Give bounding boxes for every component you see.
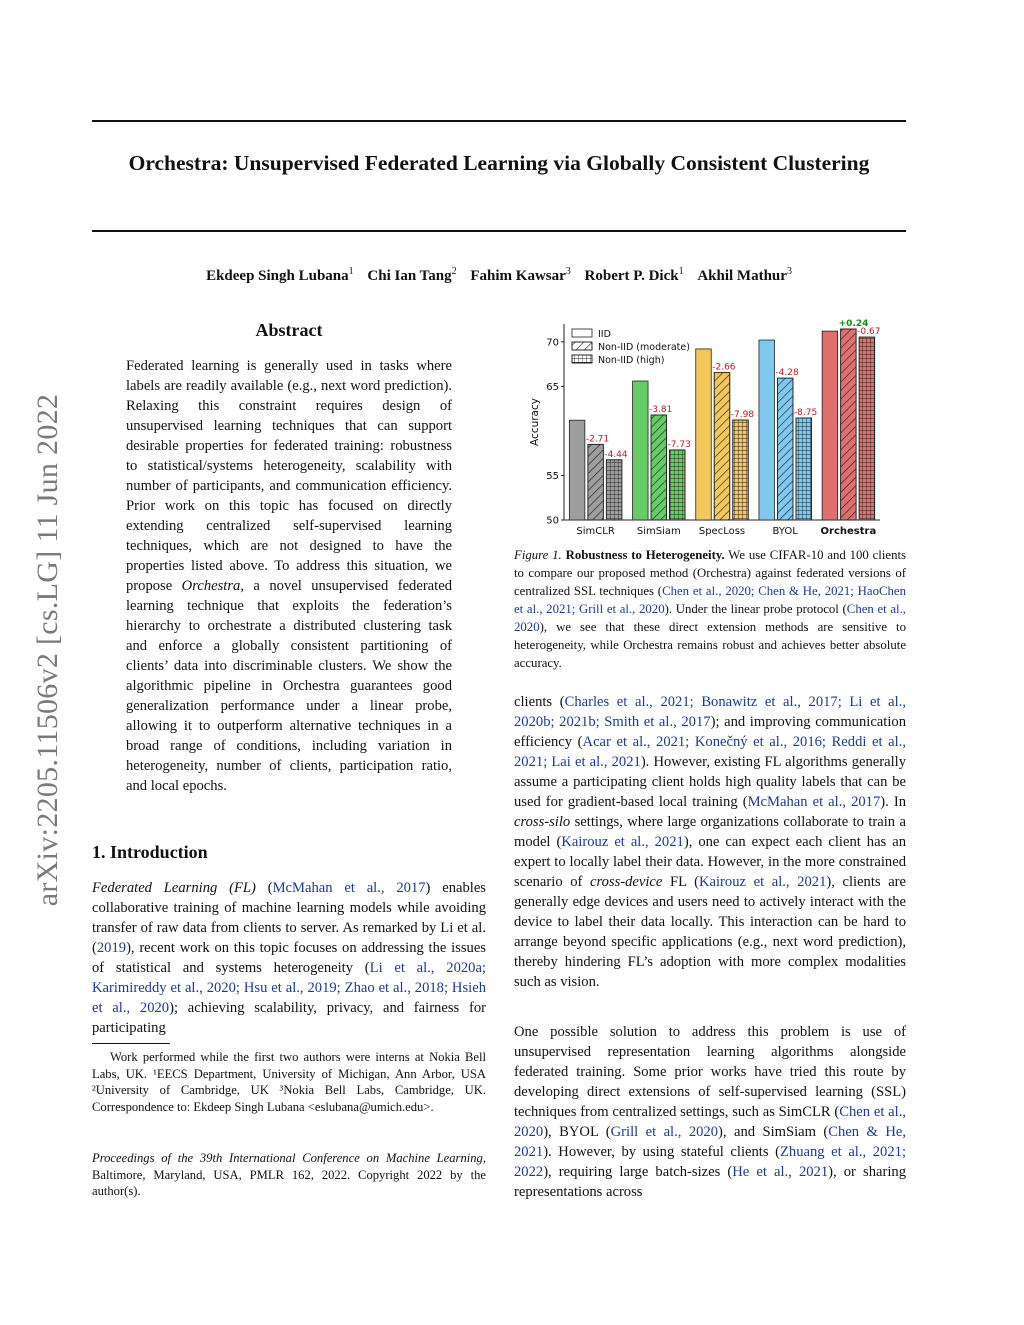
citation-link[interactable]: Zhuang et al., 2021; 2022 bbox=[514, 1144, 906, 1180]
abstract-heading: Abstract bbox=[255, 320, 323, 340]
author-list bbox=[92, 266, 906, 285]
bar bbox=[822, 331, 838, 520]
bar bbox=[569, 420, 585, 520]
citation-link[interactable]: Chen et al., 2020; Chen & He, 2021; HaoChen et al., 2021; Grill et al., 2020 bbox=[514, 584, 906, 616]
author: Akhil Mathur$^3$ bbox=[697, 266, 792, 284]
bar-hatch bbox=[651, 415, 667, 520]
citation-link[interactable]: Charles et al., 2021; Bonawitz et al., 2017; Li et al., 2020b; 2021b; Smith et al., 2017 bbox=[514, 694, 906, 730]
intro-paragraph: Federated Learning (FL) (McMahan et al., 2017) enables collaborative training of machine learning models while avoiding transfer of raw data from clients to server. As remarked by Li et al. (2019), recent work on this topic focuses on addressing the issues of statistical and systems heterogeneity (Li et al., 2020a; Karimireddy et al., 2020; Hsu et al., 2019; Zhao et al., 2018; Hsieh et al., 2020); achieving scalability, privacy, and fairness for participating bbox=[92, 880, 486, 1036]
arxiv-side-stamp: arXiv:2205.11506v2 [cs.LG] 11 Jun 2022 bbox=[31, 393, 64, 907]
bar-hatch bbox=[588, 444, 604, 520]
bar-hatch bbox=[777, 378, 793, 520]
bar-hatch bbox=[714, 373, 730, 520]
bar bbox=[633, 381, 649, 520]
figure-1-bar-chart bbox=[514, 318, 906, 544]
bar-annotation: -2.66 bbox=[712, 362, 736, 373]
bar-annotation: -7.73 bbox=[667, 439, 691, 450]
intro-paragraph-continued: clients (Charles et al., 2021; Bonawitz et al., 2017; Li et al., 2020b; 2021b; Smith et al., 2017); and improving communication efficiency (Acar et al., 2021; Konečný et al., 2016; Reddi et al., 2021; Lai et al., 2021). However, existing FL algorithms generally assume a participating client holds high quality labels that can be used for gradient-based local training (McMahan et al., 2017). In cross-silo settings, where large organizations collaborate to train a model (Kairouz et al., 2021), one can expect each client has an expert to locally label their data. However, in the more constrained scenario of cross-device FL (Kairouz et al., 2021), clients are generally edge devices and users need to actively interact with the device to label their data locally. This interaction can be hard to arrange beyond specific applications (e.g., next word prediction), thereby hindering FL’s adoption with more complex modalities such as vision. bbox=[514, 694, 907, 990]
citation-link[interactable]: Grill et al., 2020 bbox=[610, 1124, 719, 1140]
author: Robert P. Dick$^1$ bbox=[584, 266, 684, 284]
citation-link[interactable]: Acar et al., 2021; Konečný et al., 2016; Reddi et al., 2021; Lai et al., 2021 bbox=[514, 734, 906, 770]
author: Fahim Kawsar$^3$ bbox=[470, 266, 571, 284]
figure-1-caption: Figure 1. Robustness to Heterogeneity. We use CIFAR-10 and 100 clients to compare our proposed method (Orchestra) against federated versions of centralized SSL techniques (Chen et al., 2020; Chen & He, 2021; HaoChen et al., 2021; Grill et al., 2020). Under the linear probe protocol (Chen et al., 2020), we see that these direct extension methods are sensitive to heterogeneity, while Orchestra remains robust and achieves better absolute accuracy. bbox=[514, 548, 907, 670]
y-tick-label: 50 bbox=[546, 515, 559, 527]
citation-link[interactable]: McMahan et al., 2017 bbox=[747, 794, 881, 810]
top-rule bbox=[92, 120, 906, 122]
section-heading-introduction: 1. Introduction bbox=[92, 842, 208, 862]
intro-paragraph-2: One possible solution to address this problem is use of unsupervised representation learning algorithms alongside federated training. Some prior works have tried this route by developing direct extensions of self-supervised learning (SSL) techniques from centralized settings, such as SimCLR (Chen et al., 2020), BYOL (Grill et al., 2020), and SimSiam (Chen & He, 2021). However, by using stateful clients (Zhuang et al., 2021; 2022), requiring large batch-sizes (He et al., 2021), or sharing representations across bbox=[514, 1024, 907, 1200]
citation-link[interactable]: Kairouz et al., 2021 bbox=[698, 874, 827, 890]
legend-swatch bbox=[572, 329, 592, 337]
citation-link[interactable]: Chen et al., 2020 bbox=[514, 1104, 907, 1140]
citation-link[interactable]: Li et al., 2020a; Karimireddy et al., 2020; Hsu et al., 2019; Zhao et al., 2018; Hsieh et al., 2020 bbox=[92, 960, 486, 1016]
bar-hatch bbox=[733, 420, 749, 520]
bar-hatch bbox=[859, 337, 875, 520]
bar-hatch bbox=[841, 329, 857, 520]
citation-link[interactable]: McMahan et al., 2017 bbox=[272, 880, 426, 896]
legend-swatch-hatch bbox=[572, 342, 592, 350]
footnote-rule bbox=[92, 1043, 170, 1044]
author: Chi Ian Tang$^2$ bbox=[367, 266, 457, 284]
citation-link[interactable]: He et al., 2021 bbox=[732, 1164, 829, 1180]
x-tick-label: Orchestra bbox=[820, 526, 877, 537]
title-bottom-rule bbox=[92, 230, 906, 232]
bar bbox=[759, 340, 775, 520]
bar-annotation: -7.98 bbox=[730, 410, 755, 421]
citation-link[interactable]: Kairouz et al., 2021 bbox=[561, 834, 684, 850]
legend-label: IID bbox=[598, 329, 611, 340]
x-tick-label: SpecLoss bbox=[698, 526, 746, 537]
legend-label: Non-IID (moderate) bbox=[598, 342, 690, 353]
bar-annotation: -8.75 bbox=[793, 407, 818, 418]
bar-annotation: -4.44 bbox=[604, 449, 628, 460]
citation-link[interactable]: Chen & He, 2021 bbox=[514, 1124, 906, 1160]
proceedings-note: Proceedings of the 39th International Conference on Machine Learning, Baltimore, Maryland, USA, PMLR 162, 2022. Copyright 2022 by the author(s). bbox=[92, 1151, 486, 1198]
affiliation-footnote: Work performed while the first two authors were interns at Nokia Bell Labs, UK. ¹EECS Department, University of Michigan, Ann Arbor, USA ²University of Cambridge, UK ³Nokia Bell Labs, Cambridge, UK. Correspondence to: Ekdeep Singh Lubana <eslubana@umich.edu>. bbox=[92, 1050, 486, 1114]
y-tick-label: 55 bbox=[546, 470, 559, 482]
x-tick-label: SimSiam bbox=[636, 526, 681, 537]
author: Ekdeep Singh Lubana$^1$ bbox=[206, 266, 354, 284]
x-tick-label: SimCLR bbox=[576, 526, 615, 537]
chart-legend bbox=[572, 329, 690, 366]
bar-hatch bbox=[670, 450, 686, 520]
bar-annotation: -4.28 bbox=[775, 368, 799, 379]
bar-annotation: -0.67 bbox=[857, 327, 881, 338]
y-tick-label: 70 bbox=[546, 337, 559, 349]
bar-hatch bbox=[606, 460, 622, 520]
paper-title: Orchestra: Unsupervised Federated Learning via Globally Consistent Clustering bbox=[128, 151, 870, 175]
y-tick-label: 65 bbox=[546, 381, 559, 393]
legend-swatch-hatch bbox=[572, 355, 592, 363]
abstract-text: Federated learning is generally used in tasks where labels are readily available (e.g., next word prediction). Relaxing this constraint requires design of unsupervised learning techniques that can support desirable properties for federated training: robustness to statistical/systems heterogeneity, scalability with number of participants, and communication efficiency. Prior work on this topic has focused on directly extending centralized self-supervised learning techniques, which are not designed to have the properties listed above. To address this situation, we propose Orchestra, a novel unsupervised federated learning technique that exploits the federation’s hierarchy to orchestrate a distributed clustering task and enforce a globally consistent partitioning of clients’ data into discriminable clusters. We show the algorithmic pipeline in Orchestra guarantees good generalization performance under a linear probe, allowing it to outperform alternative techniques in a broad range of conditions, including variation in heterogeneity, number of clients, participation ratio, and local epochs. bbox=[126, 358, 452, 794]
legend-label: Non-IID (high) bbox=[598, 355, 665, 366]
bar-annotation: +0.24 bbox=[838, 318, 869, 329]
y-axis-label: Accuracy bbox=[529, 398, 541, 446]
bar-hatch bbox=[796, 418, 812, 520]
bar-annotation: -3.81 bbox=[649, 404, 673, 415]
citation-link[interactable]: 2019 bbox=[96, 940, 127, 956]
bar-annotation: -2.71 bbox=[585, 434, 610, 445]
citation-link[interactable]: Chen et al., 2020 bbox=[514, 602, 906, 634]
x-tick-label: BYOL bbox=[772, 526, 798, 537]
bar bbox=[696, 349, 712, 520]
